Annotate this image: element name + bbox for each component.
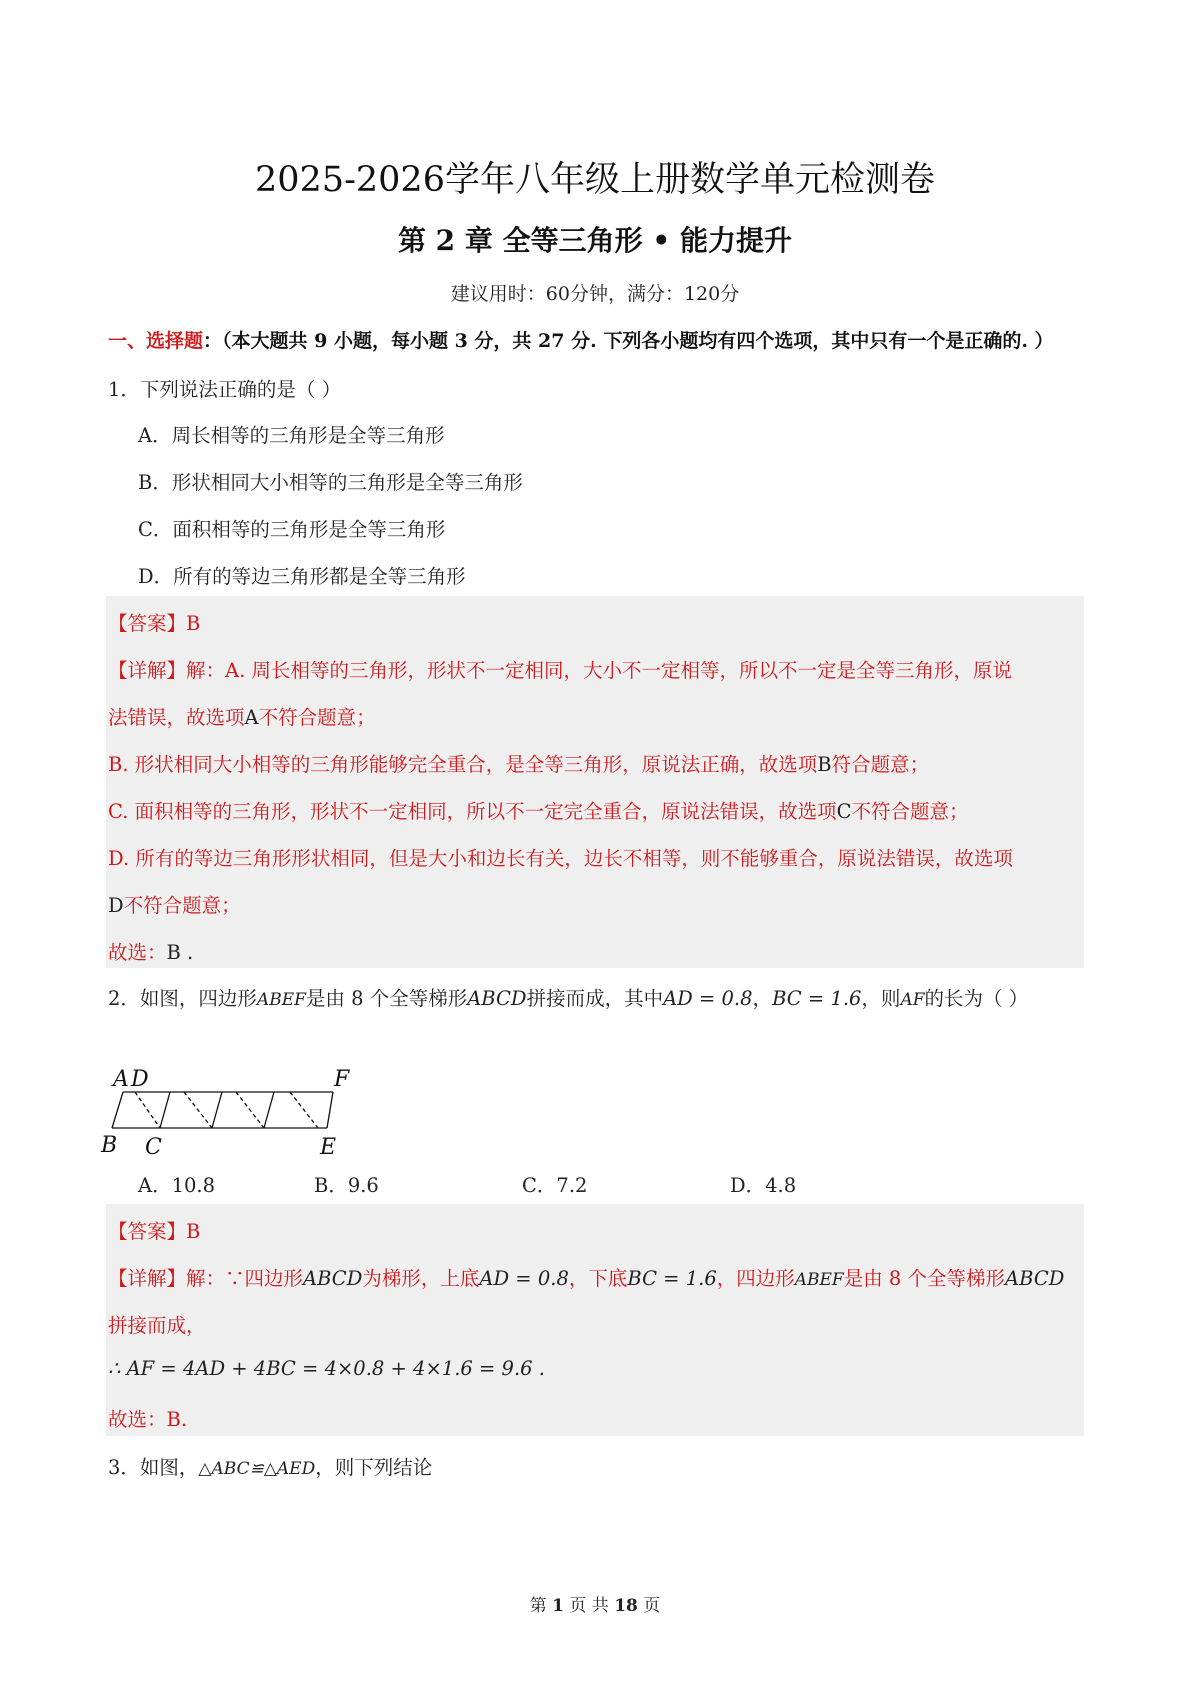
q1-detail-line-1	[108, 655, 1012, 683]
figure-dash-1	[135, 1092, 160, 1128]
figure-label-c: C	[145, 1135, 162, 1160]
q2-stem-part-b: 是由 8 个全等梯形	[305, 987, 468, 1010]
footer-pre: 第	[529, 1596, 547, 1616]
q1-letter-c: C	[836, 800, 852, 823]
figure-divider-1	[160, 1092, 170, 1128]
q2-conclusion: 故选：B.	[108, 1408, 188, 1431]
q2-detail-part-d: ，四边形	[716, 1267, 795, 1290]
q2-abef: ABEF	[256, 990, 306, 1010]
q1-option-a: A．周长相等的三角形是全等三角形	[138, 424, 445, 447]
q1-detail-text-1: 解：A. 周长相等的三角形，形状不一定相同，大小不一定相等，所以不一定是全等三角形，原说	[186, 659, 1012, 682]
q2-stem-part-c: 拼接而成，其中	[526, 987, 664, 1010]
q2-detail-abcd-2: ABCD	[1005, 1267, 1065, 1290]
figure-left-edge	[112, 1092, 123, 1128]
footer-post: 页	[643, 1596, 661, 1616]
q2-stem	[108, 983, 1028, 1011]
q2-detail-abef: ABEF	[794, 1270, 844, 1290]
q1-detail-line-2	[108, 702, 376, 730]
q1-answer-label: 【答案】	[108, 612, 187, 635]
q3-stem-part-a: 3．如图，	[108, 1456, 199, 1479]
q1-letter-b: B	[817, 753, 832, 776]
figure-label-d: D	[131, 1067, 149, 1092]
q1-answer	[108, 608, 200, 636]
q1-detail-text-2: 法错误，故选项	[108, 706, 245, 729]
page-footer	[0, 1591, 1190, 1616]
q2-stem-part-e: 的长为（ ）	[924, 987, 1029, 1010]
q2-answer-label: 【答案】	[108, 1220, 187, 1243]
q1-letter-a: A	[244, 706, 259, 729]
q2-af: AF	[900, 990, 925, 1010]
document-title: 2025-2026学年八年级上册数学单元检测卷	[255, 160, 935, 200]
q2-detail-eq-ad: AD = 0.8	[479, 1267, 569, 1290]
q1-detail-tail-2: 不符合题意；	[258, 706, 376, 729]
q1-detail-text-3: B. 形状相同大小相等的三角形能够完全重合，是全等三角形，原说法正确，故选项	[108, 753, 818, 776]
footer-mid: 页 共	[569, 1596, 609, 1616]
q1-conclusion-label: 故选：	[108, 941, 167, 964]
q2-detail-part-a: 解：∵四边形	[186, 1267, 304, 1290]
q2-answer-box	[106, 1204, 1084, 1436]
q2-answer	[108, 1216, 200, 1244]
q2-comma: ，	[752, 987, 773, 1010]
q3-stem-part-b: ，则下列结论	[315, 1456, 433, 1479]
q2-stem-part-a: 2．如图，四边形	[108, 987, 257, 1010]
q1-detail-label: 【详解】	[108, 659, 187, 682]
q1-detail-tail-3: 符合题意；	[831, 753, 930, 776]
q2-detail-line-2: 拼接而成，	[108, 1314, 206, 1337]
q2-abcd: ABCD	[467, 987, 527, 1010]
q1-detail-text-6: 不符合题意；	[123, 894, 241, 917]
q2-eq-ad: AD = 0.8	[663, 987, 753, 1010]
q1-answer-value: B	[186, 612, 201, 635]
q1-letter-d: D	[108, 894, 124, 917]
q2-stem-part-d: ，则	[861, 987, 901, 1010]
q2-option-a: A．10.8	[138, 1174, 216, 1197]
figure-label-e: E	[320, 1135, 337, 1160]
q1-conclusion	[108, 937, 193, 965]
q3-stem	[108, 1452, 432, 1480]
footer-total-pages: 18	[614, 1596, 638, 1616]
trapezoid-figure	[100, 1060, 370, 1160]
figure-dash-3	[236, 1092, 264, 1128]
q1-option-c: C．面积相等的三角形是全等三角形	[138, 518, 446, 541]
q1-detail-tail-4: 不符合题意；	[851, 800, 969, 823]
q2-option-b: B．9.6	[314, 1174, 379, 1197]
q2-detail-abcd-1: ABCD	[303, 1267, 363, 1290]
figure-label-f: F	[334, 1067, 350, 1092]
figure-right-edge	[327, 1092, 333, 1128]
q2-option-c: C．7.2	[522, 1174, 588, 1197]
figure-dash-2	[184, 1092, 212, 1128]
chapter-subtitle: 第 2 章 全等三角形 • 能力提升	[397, 224, 793, 257]
q1-option-d: D．所有的等边三角形都是全等三角形	[138, 565, 466, 588]
q2-detail-part-c: ，下底	[568, 1267, 628, 1290]
q2-calculation: ∴ AF = 4AD + 4BC = 4×0.8 + 4×1.6 = 9.6 .	[108, 1357, 545, 1380]
section-heading	[108, 326, 1054, 353]
q1-option-b: B．形状相同大小相等的三角形是全等三角形	[138, 471, 523, 494]
q1-detail-line-4	[108, 796, 969, 824]
q2-detail-eq-bc: BC = 1.6	[627, 1267, 717, 1290]
footer-page-number: 1	[552, 1596, 564, 1616]
q2-answer-value: B	[186, 1220, 201, 1243]
section-instructions: ：（本大题共 9 小题，每小题 3 分，共 27 分. 下列各小题均有四个选项，其中只有一个是正确的. ）	[203, 330, 1054, 352]
q1-detail-line-6	[108, 890, 241, 918]
q1-stem: 1．下列说法正确的是（ ）	[108, 378, 342, 401]
q2-detail-part-e: 是由 8 个全等梯形	[843, 1267, 1006, 1290]
q1-conclusion-value: B .	[166, 941, 194, 964]
q2-eq-bc: BC = 1.6	[772, 987, 862, 1010]
section-label: 一、选择题	[108, 330, 204, 352]
figure-divider-3	[264, 1092, 274, 1128]
figure-label-a: A	[113, 1067, 129, 1092]
q1-detail-line-5: D. 所有的等边三角形形状相同，但是大小和边长有关，边长不相等，则不能够重合，原说法错误，故选项	[108, 847, 1013, 870]
q2-detail-part-b: 为梯形，上底	[362, 1267, 480, 1290]
q3-congruence: △ABC≌△AED	[198, 1459, 316, 1479]
q2-detail-line-1	[108, 1263, 1064, 1291]
figure-label-b: B	[101, 1133, 118, 1158]
exam-meta: 建议用时：60分钟，满分：120分	[450, 283, 740, 305]
q1-detail-text-4: C. 面积相等的三角形，形状不一定相同，所以不一定完全重合，原说法错误，故选项	[108, 800, 837, 823]
q2-option-d: D．4.8	[730, 1174, 797, 1197]
q1-detail-line-3	[108, 749, 929, 777]
q2-detail-label: 【详解】	[108, 1267, 187, 1290]
figure-divider-2	[212, 1092, 222, 1128]
q1-answer-box	[106, 596, 1084, 968]
figure-dash-4	[290, 1092, 318, 1128]
